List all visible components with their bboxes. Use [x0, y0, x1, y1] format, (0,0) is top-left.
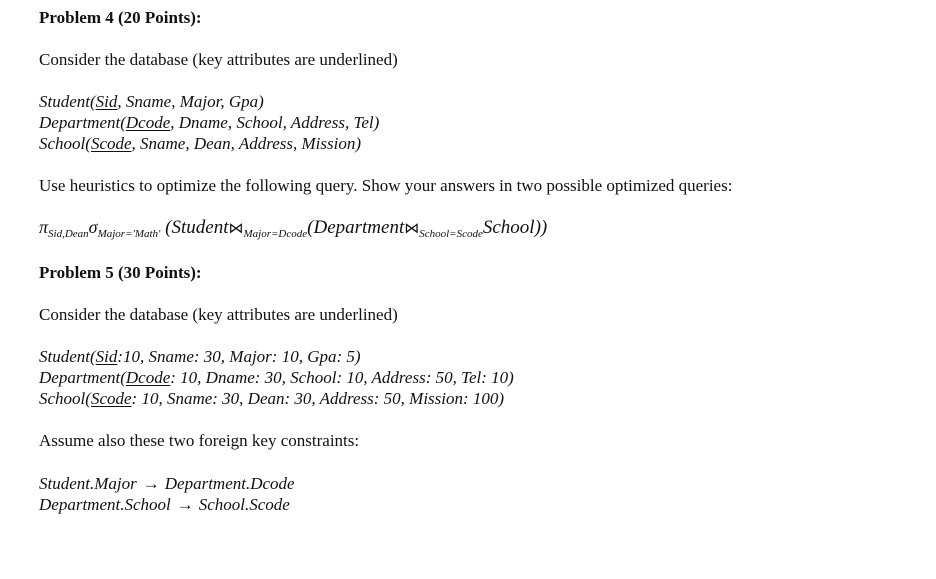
right-arrow-icon: → [142, 474, 160, 493]
join1-condition: Major=Dcode [243, 228, 308, 240]
schema-student [39, 92, 264, 112]
schema-name: Department( [39, 368, 126, 387]
schema-department-sizes [39, 368, 514, 388]
schema-name: Student( [39, 92, 96, 111]
schema-name: Student( [39, 347, 96, 366]
problem4-intro: Consider the database (key attributes are underlined) [39, 50, 398, 69]
schema-attrs: , Sname, Major, Gpa) [117, 92, 264, 111]
query-student: (Student [160, 217, 229, 238]
schema-key: Sid [95, 92, 118, 111]
problem4-task: Use heuristics to optimize the following query. Show your answers in two possible optimized queries: [39, 176, 733, 195]
join2-condition: School=Scode [419, 228, 483, 240]
schema-key: Scode [90, 389, 132, 408]
problem5-heading: Problem 5 (30 Points): [39, 263, 202, 282]
schema-attrs: : 10, Dname: 30, School: 10, Address: 50, Tel: 10) [170, 368, 514, 387]
schema-school [39, 134, 361, 154]
fk-from: Department.School [39, 495, 171, 514]
schema-attrs: :10, Sname: 30, Major: 10, Gpa: 5) [117, 347, 361, 366]
schema-key: Scode [90, 134, 132, 153]
pi-symbol: π [39, 217, 49, 237]
schema-key: Dcode [125, 113, 171, 132]
schema-key: Dcode [125, 368, 171, 387]
schema-attrs: , Dname, School, Address, Tel) [170, 113, 380, 132]
problem5-intro: Consider the database (key attributes are underlined) [39, 305, 398, 324]
fk-student-major [39, 474, 295, 494]
query-department: (Department [307, 217, 405, 238]
schema-attrs: , Sname, Dean, Address, Mission) [131, 134, 362, 153]
fk-to: Department.Dcode [164, 474, 295, 493]
fk-to: School.Scode [198, 495, 290, 514]
right-arrow-icon: → [176, 495, 194, 514]
schema-name: Department( [39, 113, 126, 132]
selection-condition: Major='Math' [97, 228, 161, 240]
fk-department-school [39, 495, 290, 515]
schema-attrs: : 10, Sname: 30, Dean: 30, Address: 50, Mission: 100) [131, 389, 505, 408]
schema-name: School( [39, 389, 91, 408]
projection-attrs: Sid,Dean [48, 228, 89, 240]
schema-student-sizes [39, 347, 361, 367]
schema-name: School( [39, 134, 91, 153]
join-symbol: ⋈ [404, 221, 420, 237]
fk-intro: Assume also these two foreign key constraints: [39, 431, 360, 450]
relational-algebra-query [39, 217, 547, 244]
schema-key: Sid [95, 347, 118, 366]
fk-from: Student.Major [39, 474, 137, 493]
join-symbol: ⋈ [228, 221, 244, 237]
problem4-heading: Problem 4 (20 Points): [39, 8, 202, 27]
query-school: School)) [482, 217, 548, 238]
schema-department [39, 113, 379, 133]
sigma-symbol: σ [88, 217, 98, 237]
schema-school-sizes [39, 389, 504, 409]
